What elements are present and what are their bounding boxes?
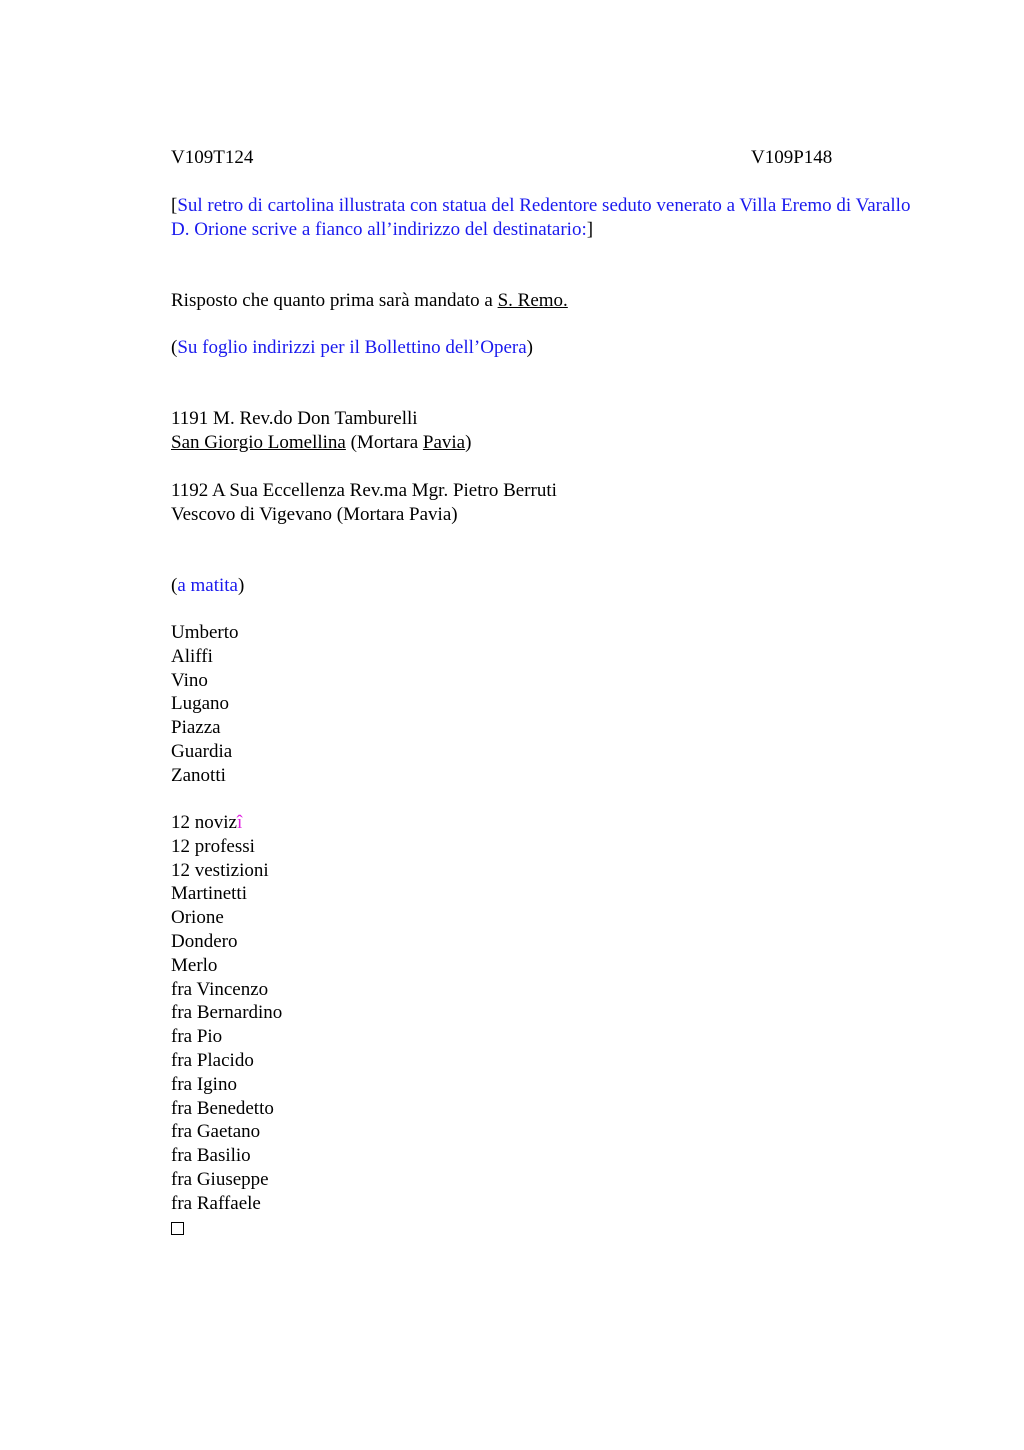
header-right-code: V109P148: [751, 147, 833, 168]
pencil-note-text: a matita: [177, 575, 238, 596]
address-1191-line2: [171, 431, 471, 455]
reply-text: Risposto che quanto prima sarà mandato a: [171, 290, 498, 311]
pencil-editorial-note: [171, 574, 244, 598]
counts-rest: [171, 835, 282, 1216]
list-item: Martinetti: [171, 883, 247, 905]
address-1191: [171, 407, 471, 455]
intro-note-text: Sul retro di cartolina illustrata con statua del Redentore seduto venerato a Villa Eremo di Varallo D. Orione scrive a fianco all’indirizzo del destinatario:: [171, 195, 911, 240]
novizi-suffix: î: [236, 812, 243, 833]
intro-close-bracket: ]: [586, 218, 594, 240]
list-item: fra Vincenzo: [171, 978, 269, 1000]
sheet-editorial-note: [171, 336, 533, 360]
pencil-close-paren: ): [238, 575, 245, 596]
address-1191-mid: (Mortara: [345, 431, 423, 453]
sheet-note-text: Su foglio indirizzi per il Bollettino dell’Opera: [177, 337, 527, 358]
list-item: 12 professi: [171, 835, 255, 857]
checkbox-glyph: [171, 1222, 184, 1235]
list-item: Dondero: [171, 930, 238, 952]
reply-line: [171, 289, 568, 313]
list-item: fra Raffaele: [171, 1192, 261, 1214]
address-1191-town: San Giorgio Lomellina: [171, 431, 346, 453]
list-item: Vino: [171, 669, 208, 691]
reply-place: S. Remo.: [497, 290, 568, 311]
address-1192-line2: Vescovo di Vigevano (Mortara Pavia): [171, 503, 458, 525]
list-item: Piazza: [171, 717, 221, 739]
list-item: fra Pio: [171, 1026, 223, 1048]
list-item: 12 vestizioni: [171, 859, 269, 881]
list-item: fra Benedetto: [171, 1097, 274, 1119]
novizi-prefix: 12 noviz: [171, 812, 237, 833]
list-item: Zanotti: [171, 764, 226, 786]
list-item: [171, 811, 282, 835]
counts-list: [171, 811, 282, 1241]
list-item: fra Placido: [171, 1049, 254, 1071]
list-item: Guardia: [171, 740, 233, 762]
list-item: Lugano: [171, 693, 230, 715]
address-1192-line1: 1192 A Sua Eccellenza Rev.ma Mgr. Pietro Berruti: [171, 480, 557, 501]
address-1191-end: ): [465, 431, 472, 453]
list-item: fra Gaetano: [171, 1121, 261, 1143]
empty-box-icon: [171, 1216, 282, 1242]
names-list: [171, 621, 239, 788]
sheet-close-paren: ): [526, 337, 533, 358]
intro-open-bracket: [: [171, 195, 178, 216]
list-item: Aliffi: [171, 645, 213, 667]
pencil-open-paren: (: [171, 575, 178, 596]
address-1192: [171, 479, 557, 527]
intro-editorial-note: [171, 194, 921, 242]
list-item: fra Bernardino: [171, 1002, 283, 1024]
list-item: Umberto: [171, 622, 239, 643]
address-1191-line1: 1191 M. Rev.do Don Tamburelli: [171, 408, 418, 429]
list-item: fra Igino: [171, 1073, 237, 1095]
list-item: Orione: [171, 907, 224, 929]
header-left-code: V109T124: [171, 147, 254, 168]
list-item: fra Basilio: [171, 1145, 251, 1167]
list-item: fra Giuseppe: [171, 1168, 269, 1190]
list-item: Merlo: [171, 954, 218, 976]
sheet-open-paren: (: [171, 337, 178, 358]
address-1191-province: Pavia: [422, 431, 466, 453]
